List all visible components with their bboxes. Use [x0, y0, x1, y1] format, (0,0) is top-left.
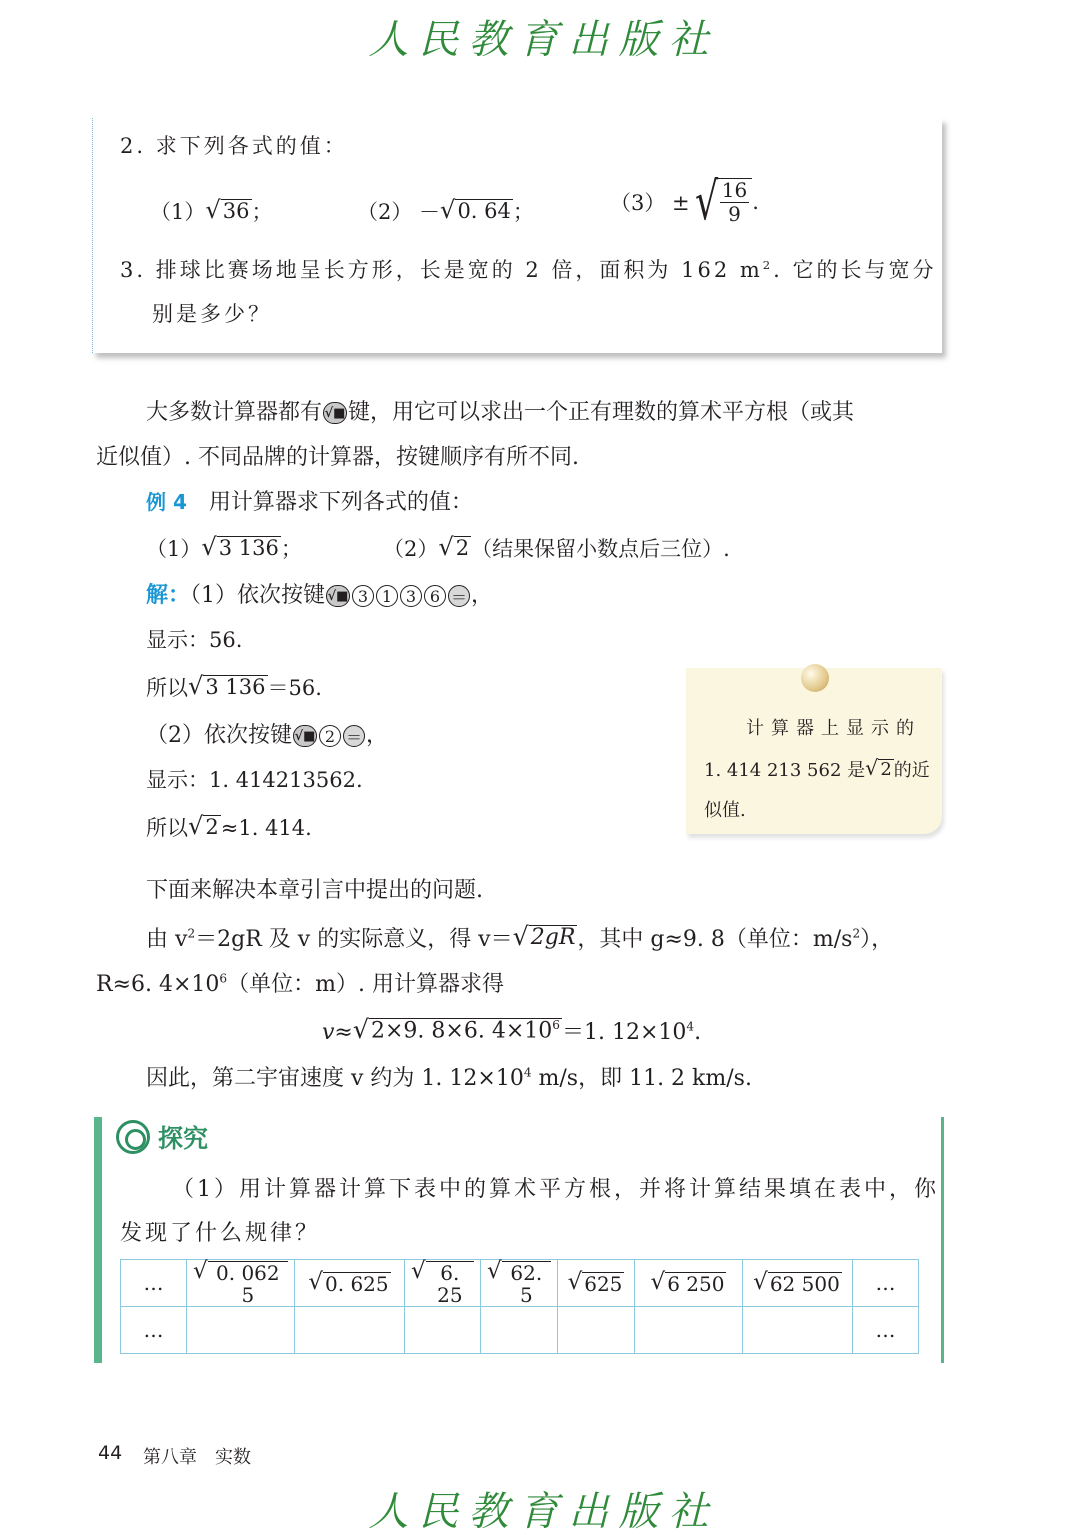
- table-cell: √ 0. 625: [295, 1260, 405, 1307]
- key-6: 6: [424, 585, 446, 607]
- centered-equation: v≈ √ 2×9. 8×6. $4\times 10^6$ ＝1. $12\times 10^4$.: [322, 1015, 702, 1045]
- explore-text-line-1: （1）用计算器计算下表中的算术平方根，并将计算结果填在表中，你: [172, 1177, 939, 1202]
- sqrt-key-icon: √■: [323, 402, 347, 424]
- question-3-line-2: 别是多少？: [152, 302, 272, 326]
- page-number: 44: [98, 1442, 123, 1464]
- q2-item-2: （2） － √ 0. 64 ；: [357, 196, 534, 224]
- solution-step-1: 解：（1）依次按键 √■ 3 1 3 6 ＝ ，: [146, 582, 494, 608]
- table-cell: [295, 1307, 405, 1354]
- q2-item-3: （3） ± √ $\frac{16}{9}$ .: [610, 172, 759, 232]
- table-cell: …: [121, 1307, 187, 1354]
- question-3-line-1: 3. 排球比赛场地呈长方形，长是宽的 2 倍，面积为 162 $m^2$. 它的长与宽分: [120, 258, 937, 282]
- solution-step-2: （2）依次按键 √■ 2 ＝ ，: [146, 723, 389, 748]
- pin-icon: [801, 664, 829, 692]
- sqrt-key-icon: √■: [326, 585, 350, 607]
- publisher-logo-top: 人民教育出版社: [368, 17, 719, 63]
- explore-icon: [116, 1120, 150, 1154]
- table-cell: √ 62 500: [743, 1260, 853, 1307]
- sqrt-table: [120, 1259, 919, 1354]
- note-line-3: 似值.: [704, 800, 746, 821]
- body-lead: 下面来解决本章引言中提出的问题.: [146, 878, 483, 903]
- table-cell: [743, 1307, 853, 1354]
- example-heading: 例 4 用计算器求下列各式的值：: [146, 490, 473, 515]
- body-equation-line-1: 由 $v^2=2gR$ 及 v 的实际意义，得 v＝ √ 2gR ，其中 g≈9. 8（单位：$m/s^2$），: [146, 922, 894, 952]
- intro-line-2: 近似值）. 不同品牌的计算器，按键顺序有所不同.: [96, 445, 579, 470]
- publisher-logo-bottom: 人民教育出版社: [368, 1489, 719, 1535]
- explore-text-line-2: 发现了什么规律？: [120, 1221, 321, 1246]
- table-cell: √ 6. 25: [405, 1260, 481, 1307]
- display-result-1: 显示：56.: [146, 628, 243, 652]
- table-cell: √ 62. 5: [481, 1260, 558, 1307]
- question-2: 2. 求下列各式的值：: [120, 134, 348, 158]
- table-row: [121, 1260, 919, 1307]
- table-cell: [558, 1307, 635, 1354]
- side-note: [686, 668, 942, 834]
- equals-key-icon: ＝: [448, 585, 470, 607]
- table-cell: [635, 1307, 743, 1354]
- table-cell: [481, 1307, 558, 1354]
- body-conclusion: 因此，第二宇宙速度 v 约为 1. $12\times 10^4$ m/s，即 11. 2 km/s.: [146, 1065, 752, 1091]
- table-row: [121, 1307, 919, 1354]
- example-part-1: （1） √ 3 136 ；: [146, 533, 302, 561]
- table-cell: [405, 1307, 481, 1354]
- table-cell: [187, 1307, 295, 1354]
- note-line-2: 1. 414 213 562 是 √ 2 的近: [704, 756, 930, 781]
- equals-key-icon: ＝: [343, 725, 365, 747]
- q2-item-1: （1） √ 36 ；: [150, 196, 273, 224]
- display-result-2: 显示：1. 414213562.: [146, 768, 363, 792]
- key-3: 3: [352, 585, 374, 607]
- table-cell: √ 625: [558, 1260, 635, 1307]
- chapter-label: 第八章 实数: [143, 1447, 251, 1468]
- note-line-1: 计算器上显示的: [746, 718, 921, 739]
- solution-label: 解：: [146, 582, 191, 608]
- example-part-2: （2） √ 2 （结果保留小数点后三位）.: [383, 533, 730, 561]
- sqrt-key-icon: √■: [293, 725, 317, 747]
- table-cell: √ 0. 062 5: [187, 1260, 295, 1307]
- example-label: 例 4: [146, 490, 187, 514]
- explore-heading: 探究: [116, 1119, 208, 1155]
- table-cell: …: [121, 1260, 187, 1307]
- key-3: 3: [400, 585, 422, 607]
- table-cell: …: [853, 1260, 919, 1307]
- so-result-1: 所以 √ 3 136 ＝56.: [146, 672, 322, 700]
- table-cell: √ 6 250: [635, 1260, 743, 1307]
- body-equation-line-2: R≈6. $4\times 10^6$（单位：m）. 用计算器求得: [96, 971, 504, 997]
- table-cell: …: [853, 1307, 919, 1354]
- so-result-2: 所以 √ 2 ≈1. 414.: [146, 812, 312, 840]
- key-1: 1: [376, 585, 398, 607]
- intro-line-1: 大多数计算器都有 √■ 键，用它可以求出一个正有理数的算术平方根（或其: [146, 400, 855, 425]
- key-2: 2: [319, 725, 341, 747]
